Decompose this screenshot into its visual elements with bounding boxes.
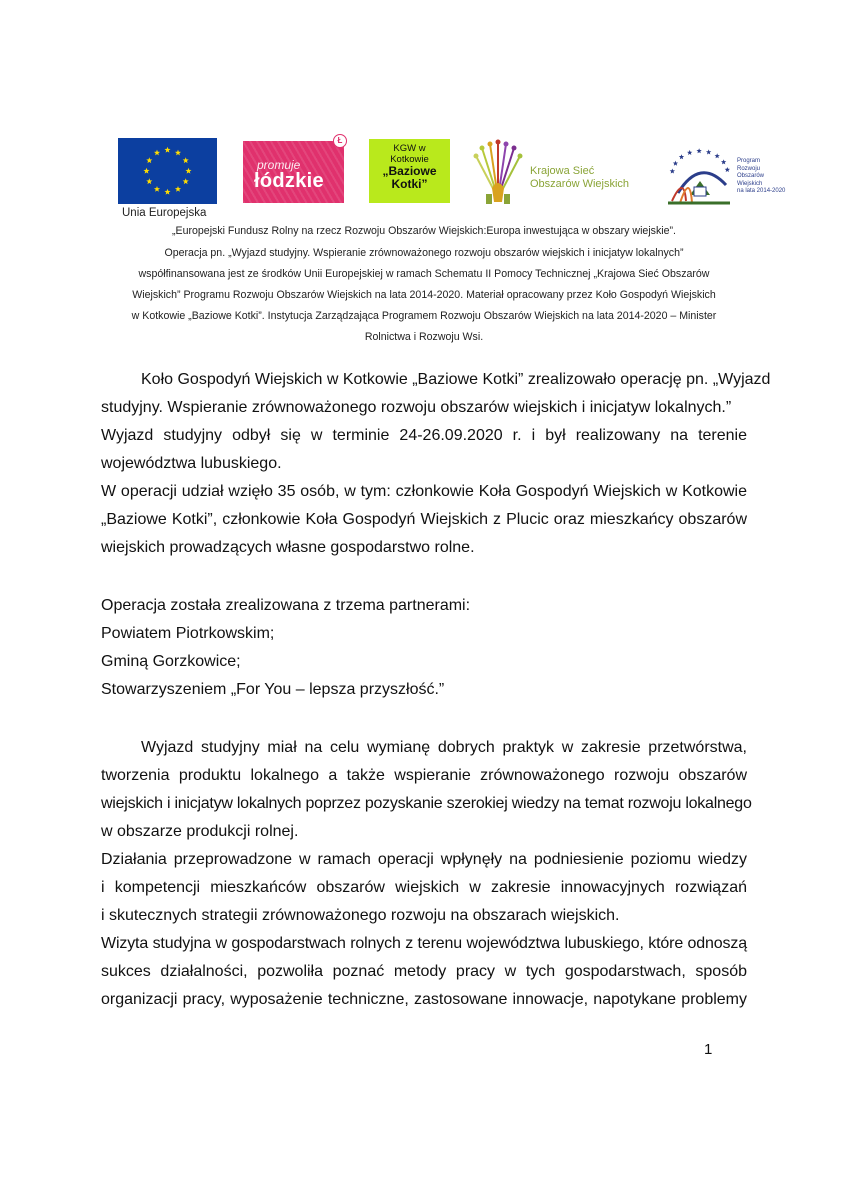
body-line: i skutecznych strategii zrównoważonego rozwoju na obszarach wiejskich. (101, 907, 620, 924)
kgw-logo-line: „Baziowe (382, 164, 437, 178)
header-line: Operacja pn. „Wyjazd studyjny. Wspieranie zrównoważonego rozwoju obszarów wiejskich i inicjatyw lokalnych” (164, 247, 684, 259)
eu-caption: Unia Europejska (122, 207, 207, 219)
body-line: wiejskich i inicjatyw lokalnych poprzez pozyskanie szerokiej wiedzy na temat rozwoju lokalnego (101, 795, 752, 812)
kgw-logo-line: Kotkowie (390, 154, 429, 165)
eu-star-icon (146, 157, 152, 163)
prow-star-icon (679, 154, 684, 159)
prow-logo-line: Wiejskich (737, 180, 763, 187)
eu-star-icon (164, 147, 170, 153)
header-line: w Kotkowie „Baziowe Kotki”. Instytucja Zarządzająca Programem Rozwoju Obszarów Wiejskich na lata 2014-2020 – Minister (131, 310, 717, 322)
ksow-logo-line: Obszarów Wiejskich (530, 178, 630, 190)
body-line: Wyjazd studyjny odbył się w terminie 24-26.09.2020 r. i był realizowany na terenie (101, 427, 747, 444)
eu-star-icon (185, 168, 191, 174)
body-line: i kompetencji mieszkańców obszarów wiejskich w zakresie innowacyjnych rozwiązań (101, 879, 747, 896)
body-line: województwa lubuskiego. (101, 455, 282, 472)
body-line: Koło Gospodyń Wiejskich w Kotkowie „Baziowe Kotki” zrealizowało operację pn. „Wyjazd (141, 371, 771, 388)
eu-star-icon (164, 189, 170, 195)
body-line: „Baziowe Kotki”, członkowie Koła Gospodyń Wiejskich z Plucic oraz mieszkańcy obszarów (101, 511, 747, 528)
prow-logo (664, 145, 736, 205)
eu-star-icon (175, 186, 181, 192)
prow-star-icon (670, 168, 675, 173)
eu-flag-logo (118, 138, 217, 204)
body-line: wiejskich prowadzących własne gospodarstwo rolne. (101, 539, 475, 556)
eu-star-icon (146, 178, 152, 184)
header-line: „Europejski Fundusz Rolny na rzecz Rozwoju Obszarów Wiejskich:Europa inwestująca w obszary wiejskie”. (172, 225, 676, 237)
page-number: 1 (704, 1041, 713, 1058)
prow-logo-line: na lata 2014-2020 (737, 188, 786, 194)
eu-star-icon (183, 178, 189, 184)
kgw-logo-line: KGW w (393, 143, 426, 154)
eu-star-icon (154, 150, 160, 156)
prow-logo-text (737, 158, 785, 196)
eu-stars-icon (118, 138, 217, 204)
lodzkie-logo-line1: promuje (257, 158, 301, 172)
body-line: Wyjazd studyjny miał na celu wymianę dobrych praktyk w zakresie przetwórstwa, (141, 739, 747, 756)
header-line: Wiejskich” Programu Rozwoju Obszarów Wiejskich na lata 2014-2020. Materiał opracowany przez Koło Gospodyń Wiejskich (132, 289, 716, 301)
eu-star-icon (143, 168, 149, 174)
body-line: sukces działalności, pozwoliła poznać metody pracy w tych gospodarstwach, sposób (101, 963, 747, 980)
prow-emblem-icon (664, 145, 736, 205)
partners-intro: Operacja została zrealizowana z trzema partnerami: (101, 597, 471, 614)
body-line: Wizyta studyjna w gospodarstwach rolnych z terenu województwa lubuskiego, które odnoszą (101, 935, 747, 952)
prow-star-icon (706, 149, 711, 154)
header-line: Rolnictwa i Rozwoju Wsi. (364, 331, 484, 343)
body-line: tworzenia produktu lokalnego a także wspieranie zrównoważonego rozwoju obszarów (101, 767, 747, 784)
partner-item: Stowarzyszeniem „For You – lepsza przyszłość.” (101, 681, 445, 698)
partner-item: Powiatem Piotrkowskim; (101, 625, 275, 642)
kgw-logo-line: Kotki” (391, 177, 428, 191)
body-line: organizacji pracy, wyposażenie techniczne, zastosowane innowacje, napotykane problemy (101, 991, 747, 1008)
prow-logo-line: Rozwoju (737, 165, 761, 172)
prow-logo-line: Program (737, 158, 761, 164)
body-line: W operacji udział wzięło 35 osób, w tym: członkowie Koła Gospodyń Wiejskich w Kotkowie (101, 483, 747, 500)
prow-star-icon (696, 148, 701, 153)
eu-star-icon (183, 157, 189, 163)
prow-logo-line: Obszarów (737, 173, 765, 179)
prow-star-icon (725, 167, 730, 172)
ksow-logo-text (530, 165, 629, 191)
prow-star-icon (715, 153, 720, 158)
promuje-lodzkie-logo (243, 136, 344, 203)
lodzkie-badge-icon: Ł (333, 134, 347, 148)
body-line: studyjny. Wspieranie zrównoważonego rozwoju obszarów wiejskich i inicjatyw lokalnych.” (101, 399, 732, 416)
ksow-flower-icon (468, 138, 528, 208)
body-line: Działania przeprowadzone w ramach operacji wpłynęły na podniesienie poziomu wiedzy (101, 851, 747, 868)
prow-star-icon (721, 159, 726, 164)
partner-item: Gminą Gorzkowice; (101, 653, 241, 670)
eu-star-icon (154, 186, 160, 192)
header-line: współfinansowana jest ze środków Unii Europejskiej w ramach Schematu II Pomocy Technicznej „Krajowa Sieć Obszarów (138, 268, 710, 280)
ksow-logo-line: Krajowa Sieć (530, 165, 595, 177)
prow-star-icon (673, 161, 678, 166)
lodzkie-logo-line2: łódzkie (254, 170, 324, 192)
prow-star-icon (687, 150, 692, 155)
eu-star-icon (175, 150, 181, 156)
body-line: w obszarze produkcji rolnej. (101, 823, 299, 840)
kgw-kotkowie-logo (369, 139, 450, 203)
